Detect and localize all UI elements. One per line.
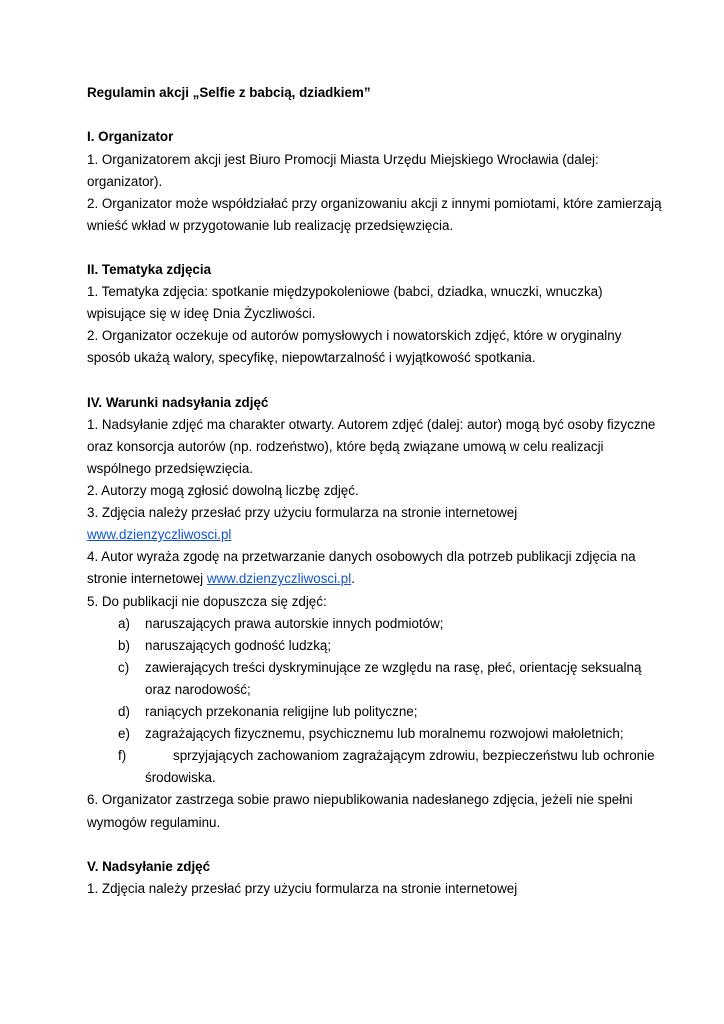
paragraph-line: wspólnego przedsięwzięcia.	[87, 461, 253, 476]
section-heading-organizator: I. Organizator	[87, 129, 174, 144]
website-link[interactable]: www.dzienzyczliwosci.pl	[206, 571, 352, 586]
paragraph-line: 1. Zdjęcia należy przesłać przy użyciu formularza na stronie internetowej	[87, 881, 518, 896]
list-item: naruszających godność ludzką;	[145, 638, 332, 653]
list-item: zagrażających fizycznemu, psychicznemu lub moralnemu rozwojowi małoletnich;	[145, 726, 624, 741]
list-item: zawierających treści dyskryminujące ze względu na rasę, płeć, orientację seksualną	[145, 660, 642, 675]
paragraph-line: wnieść wkład w przygotowanie lub realizację przedsięwzięcia.	[87, 218, 454, 233]
document-title: Regulamin akcji „Selfie z babcią, dziadkiem”	[87, 85, 371, 100]
paragraph-line: wpisujące się w ideę Dnia Życzliwości.	[87, 306, 316, 321]
website-link[interactable]: www.dzienzyczliwosci.pl	[87, 527, 232, 542]
list-marker: e)	[118, 726, 130, 741]
paragraph-line: 6. Organizator zastrzega sobie prawo niepublikowania nadesłanego zdjęcia, jeżeli nie spełni	[87, 792, 633, 807]
list-marker: c)	[118, 660, 130, 675]
paragraph-line: 2. Organizator może współdziałać przy organizowaniu akcji z innymi pomiotami, które zamierzają	[87, 196, 662, 211]
list-item: naruszających prawa autorskie innych podmiotów;	[145, 616, 444, 631]
list-item-continuation: oraz narodowość;	[145, 682, 251, 697]
list-item: raniących przekonania religijne lub polityczne;	[145, 704, 418, 719]
paragraph-text: .	[351, 571, 355, 586]
section-heading-warunki: IV. Warunki nadsyłania zdjęć	[87, 395, 269, 410]
paragraph-line: wymogów regulaminu.	[87, 815, 221, 830]
paragraph-line: 1. Nadsyłanie zdjęć ma charakter otwarty. Autorem zdjęć (dalej: autor) mogą być osoby fizyczne	[87, 417, 656, 432]
paragraph-line: 1. Organizatorem akcji jest Biuro Promocji Miasta Urzędu Miejskiego Wrocławia (dalej:	[87, 152, 599, 167]
list-item-continuation: środowiska.	[145, 770, 216, 785]
section-heading-nadsylanie: V. Nadsyłanie zdjęć	[87, 859, 211, 874]
paragraph-line: 3. Zdjęcia należy przesłać przy użyciu formularza na stronie internetowej	[87, 505, 518, 520]
list-marker: b)	[118, 638, 130, 653]
paragraph-line: oraz konsorcja autorów (np. rodzeństwo), które będą związane umową w celu realizacji	[87, 439, 604, 454]
list-item: sprzyjających zachowaniom zagrażającym zdrowiu, bezpieczeństwu lub ochronie	[173, 748, 655, 763]
list-marker: f)	[118, 748, 127, 763]
paragraph-line: 1. Tematyka zdjęcia: spotkanie międzypokoleniowe (babci, dziadka, wnuczki, wnuczka)	[87, 284, 603, 299]
list-marker: a)	[118, 616, 130, 631]
paragraph-text: stronie internetowej	[87, 571, 207, 586]
paragraph-line: 5. Do publikacji nie dopuszcza się zdjęć:	[87, 594, 327, 609]
paragraph-line: organizator).	[87, 174, 163, 189]
list-marker: d)	[118, 704, 130, 719]
paragraph-line	[87, 571, 355, 587]
paragraph-line: sposób ukażą walory, specyfikę, niepowtarzalność i wyjątkowość spotkania.	[87, 350, 536, 365]
section-heading-tematyka: II. Tematyka zdjęcia	[87, 262, 212, 277]
paragraph-line: 2. Autorzy mogą zgłosić dowolną liczbę zdjęć.	[87, 483, 359, 498]
paragraph-line: 4. Autor wyraża zgodę na przetwarzanie danych osobowych dla potrzeb publikacji zdjęcia na	[87, 549, 636, 564]
paragraph-line: 2. Organizator oczekuje od autorów pomysłowych i nowatorskich zdjęć, które w oryginalny	[87, 328, 622, 343]
